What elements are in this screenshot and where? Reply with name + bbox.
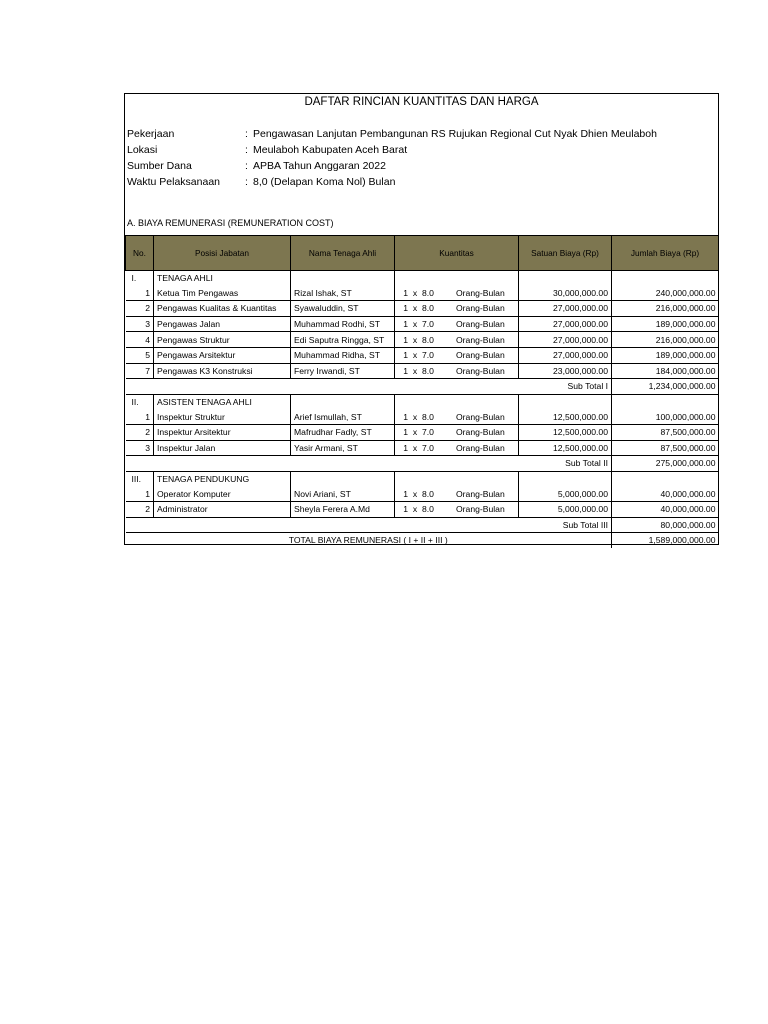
row-no: 5: [126, 347, 154, 363]
qty-count: 1: [403, 350, 408, 361]
qty-value: 8.0: [422, 303, 434, 314]
qty-times: x: [412, 365, 418, 376]
qty-times: x: [412, 287, 418, 298]
row-no: 3: [126, 440, 154, 456]
row-jumlah: 100,000,000.00: [612, 409, 719, 424]
row-posisi: Ketua Tim Pengawas: [154, 286, 291, 301]
table-row: [126, 486, 719, 501]
info-colon: :: [245, 128, 248, 140]
qty-times: x: [412, 488, 418, 499]
qty-value: 8.0: [422, 488, 434, 499]
qty-value: 8.0: [422, 411, 434, 422]
row-nama: Muhammad Ridha, ST: [291, 347, 395, 363]
qty-count: 1: [403, 365, 408, 376]
row-no: 2: [126, 301, 154, 317]
qty-unit: Orang-Bulan: [456, 287, 505, 298]
remuneration-table: [125, 235, 719, 548]
header-posisi: Posisi Jabatan: [154, 236, 291, 271]
qty-times: x: [412, 442, 418, 453]
empty-cell: [612, 271, 719, 286]
row-kuantitas: [395, 363, 519, 379]
group-row: [126, 271, 719, 286]
qty-times: x: [412, 350, 418, 361]
row-nama: Novi Ariani, ST: [291, 486, 395, 501]
row-kuantitas: [395, 486, 519, 501]
row-no: 1: [126, 409, 154, 424]
document-sheet: [124, 93, 719, 545]
section-title: A. BIAYA REMUNERASI (REMUNERATION COST): [127, 218, 334, 228]
info-colon: :: [245, 144, 248, 156]
info-row-lokasi: [127, 144, 407, 156]
info-key: Sumber Dana: [127, 160, 192, 172]
qty-unit: Orang-Bulan: [456, 303, 505, 314]
total-label: TOTAL BIAYA REMUNERASI ( I + II + III ): [126, 533, 612, 548]
table-row: [126, 501, 719, 517]
empty-cell: [395, 271, 519, 286]
row-satuan: 23,000,000.00: [519, 363, 612, 379]
row-kuantitas: [395, 347, 519, 363]
empty-cell: [291, 394, 395, 409]
empty-cell: [291, 471, 395, 486]
empty-cell: [519, 394, 612, 409]
empty-cell: [395, 394, 519, 409]
row-nama: Mafrudhar Fadly, ST: [291, 424, 395, 440]
row-satuan: 27,000,000.00: [519, 347, 612, 363]
row-no: 7: [126, 363, 154, 379]
row-satuan: 5,000,000.00: [519, 501, 612, 517]
header-jumlah: Jumlah Biaya (Rp): [612, 236, 719, 271]
qty-count: 1: [403, 319, 408, 330]
row-jumlah: 189,000,000.00: [612, 316, 719, 332]
empty-cell: [612, 394, 719, 409]
row-no: 1: [126, 286, 154, 301]
subtotal-row: [126, 517, 719, 533]
qty-value: 8.0: [422, 365, 434, 376]
qty-count: 1: [403, 427, 408, 438]
qty-count: 1: [403, 504, 408, 515]
row-nama: Syawaluddin, ST: [291, 301, 395, 317]
info-row-pekerjaan: [127, 128, 657, 140]
qty-value: 7.0: [422, 427, 434, 438]
qty-times: x: [412, 504, 418, 515]
info-value: APBA Tahun Anggaran 2022: [253, 160, 386, 172]
qty-times: x: [412, 411, 418, 422]
table-row: [126, 363, 719, 379]
row-satuan: 12,500,000.00: [519, 424, 612, 440]
info-key: Pekerjaan: [127, 128, 175, 140]
qty-count: 1: [403, 488, 408, 499]
row-posisi: Pengawas Jalan: [154, 316, 291, 332]
row-posisi: Operator Komputer: [154, 486, 291, 501]
qty-value: 8.0: [422, 504, 434, 515]
header-kuantitas: Kuantitas: [395, 236, 519, 271]
table-row: [126, 409, 719, 424]
group-no: I.: [126, 271, 154, 286]
empty-cell: [519, 471, 612, 486]
table-row: [126, 301, 719, 317]
header-nama: Nama Tenaga Ahli: [291, 236, 395, 271]
group-no: III.: [126, 471, 154, 486]
row-posisi: Inspektur Arsitektur: [154, 424, 291, 440]
subtotal-label: Sub Total I: [126, 379, 612, 395]
table-row: [126, 286, 719, 301]
row-kuantitas: [395, 286, 519, 301]
qty-value: 8.0: [422, 334, 434, 345]
qty-times: x: [412, 303, 418, 314]
row-kuantitas: [395, 424, 519, 440]
qty-times: x: [412, 427, 418, 438]
row-jumlah: 87,500,000.00: [612, 440, 719, 456]
group-row: [126, 471, 719, 486]
row-jumlah: 184,000,000.00: [612, 363, 719, 379]
qty-unit: Orang-Bulan: [456, 504, 505, 515]
row-kuantitas: [395, 501, 519, 517]
qty-unit: Orang-Bulan: [456, 319, 505, 330]
row-no: 1: [126, 486, 154, 501]
row-nama: Sheyla Ferera A.Md: [291, 501, 395, 517]
document-title: DAFTAR RINCIAN KUANTITAS DAN HARGA: [304, 96, 539, 108]
group-no: II.: [126, 394, 154, 409]
row-satuan: 27,000,000.00: [519, 301, 612, 317]
subtotal-row: [126, 379, 719, 395]
row-kuantitas: [395, 440, 519, 456]
qty-count: 1: [403, 411, 408, 422]
row-kuantitas: [395, 332, 519, 348]
row-kuantitas: [395, 316, 519, 332]
qty-unit: Orang-Bulan: [456, 411, 505, 422]
row-satuan: 27,000,000.00: [519, 316, 612, 332]
empty-cell: [612, 471, 719, 486]
qty-unit: Orang-Bulan: [456, 365, 505, 376]
empty-cell: [395, 471, 519, 486]
info-value: Pengawasan Lanjutan Pembangunan RS Rujukan Regional Cut Nyak Dhien Meulaboh: [253, 128, 657, 140]
table-body: [126, 271, 719, 548]
empty-cell: [291, 271, 395, 286]
row-posisi: Inspektur Jalan: [154, 440, 291, 456]
row-jumlah: 240,000,000.00: [612, 286, 719, 301]
row-posisi: Pengawas Struktur: [154, 332, 291, 348]
info-colon: :: [245, 176, 248, 188]
row-kuantitas: [395, 301, 519, 317]
qty-times: x: [412, 334, 418, 345]
header-no: No.: [126, 236, 154, 271]
group-title: ASISTEN TENAGA AHLI: [154, 394, 291, 409]
qty-count: 1: [403, 442, 408, 453]
row-jumlah: 87,500,000.00: [612, 424, 719, 440]
table-row: [126, 332, 719, 348]
row-jumlah: 216,000,000.00: [612, 301, 719, 317]
info-key: Waktu Pelaksanaan: [127, 176, 220, 188]
table-header-row: [126, 236, 719, 271]
table-row: [126, 440, 719, 456]
qty-value: 7.0: [422, 350, 434, 361]
row-nama: Rizal Ishak, ST: [291, 286, 395, 301]
subtotal-value: 1,234,000,000.00: [612, 379, 719, 395]
row-jumlah: 40,000,000.00: [612, 501, 719, 517]
row-satuan: 12,500,000.00: [519, 440, 612, 456]
info-colon: :: [245, 160, 248, 172]
qty-unit: Orang-Bulan: [456, 488, 505, 499]
header-satuan: Satuan Biaya (Rp): [519, 236, 612, 271]
qty-count: 1: [403, 303, 408, 314]
row-jumlah: 40,000,000.00: [612, 486, 719, 501]
row-no: 4: [126, 332, 154, 348]
group-title: TENAGA AHLI: [154, 271, 291, 286]
qty-count: 1: [403, 287, 408, 298]
row-nama: Edi Saputra Ringga, ST: [291, 332, 395, 348]
row-jumlah: 189,000,000.00: [612, 347, 719, 363]
info-value: 8,0 (Delapan Koma Nol) Bulan: [253, 176, 396, 188]
qty-value: 7.0: [422, 319, 434, 330]
subtotal-label: Sub Total III: [126, 517, 612, 533]
row-posisi: Administrator: [154, 501, 291, 517]
row-no: 2: [126, 424, 154, 440]
subtotal-value: 80,000,000.00: [612, 517, 719, 533]
qty-unit: Orang-Bulan: [456, 427, 505, 438]
group-row: [126, 394, 719, 409]
total-row: [126, 533, 719, 548]
subtotal-value: 275,000,000.00: [612, 456, 719, 472]
row-kuantitas: [395, 409, 519, 424]
row-posisi: Inspektur Struktur: [154, 409, 291, 424]
row-nama: Yasir Armani, ST: [291, 440, 395, 456]
total-value: 1,589,000,000.00: [612, 533, 719, 548]
qty-value: 7.0: [422, 442, 434, 453]
table-row: [126, 316, 719, 332]
row-posisi: Pengawas K3 Konstruksi: [154, 363, 291, 379]
row-nama: Muhammad Rodhi, ST: [291, 316, 395, 332]
qty-unit: Orang-Bulan: [456, 442, 505, 453]
row-posisi: Pengawas Arsitektur: [154, 347, 291, 363]
row-satuan: 27,000,000.00: [519, 332, 612, 348]
qty-times: x: [412, 319, 418, 330]
table-row: [126, 347, 719, 363]
qty-unit: Orang-Bulan: [456, 350, 505, 361]
qty-count: 1: [403, 334, 408, 345]
row-satuan: 12,500,000.00: [519, 409, 612, 424]
info-row-sumber-dana: [127, 160, 386, 172]
info-value: Meulaboh Kabupaten Aceh Barat: [253, 144, 408, 156]
row-no: 2: [126, 501, 154, 517]
qty-value: 8.0: [422, 287, 434, 298]
row-satuan: 30,000,000.00: [519, 286, 612, 301]
subtotal-label: Sub Total II: [126, 456, 612, 472]
row-nama: Ferry Irwandi, ST: [291, 363, 395, 379]
row-posisi: Pengawas Kualitas & Kuantitas: [154, 301, 291, 317]
empty-cell: [519, 271, 612, 286]
subtotal-row: [126, 456, 719, 472]
group-title: TENAGA PENDUKUNG: [154, 471, 291, 486]
row-satuan: 5,000,000.00: [519, 486, 612, 501]
table-row: [126, 424, 719, 440]
qty-unit: Orang-Bulan: [456, 334, 505, 345]
row-no: 3: [126, 316, 154, 332]
info-row-waktu: [127, 176, 395, 188]
row-nama: Arief Ismullah, ST: [291, 409, 395, 424]
info-key: Lokasi: [127, 144, 158, 156]
row-jumlah: 216,000,000.00: [612, 332, 719, 348]
